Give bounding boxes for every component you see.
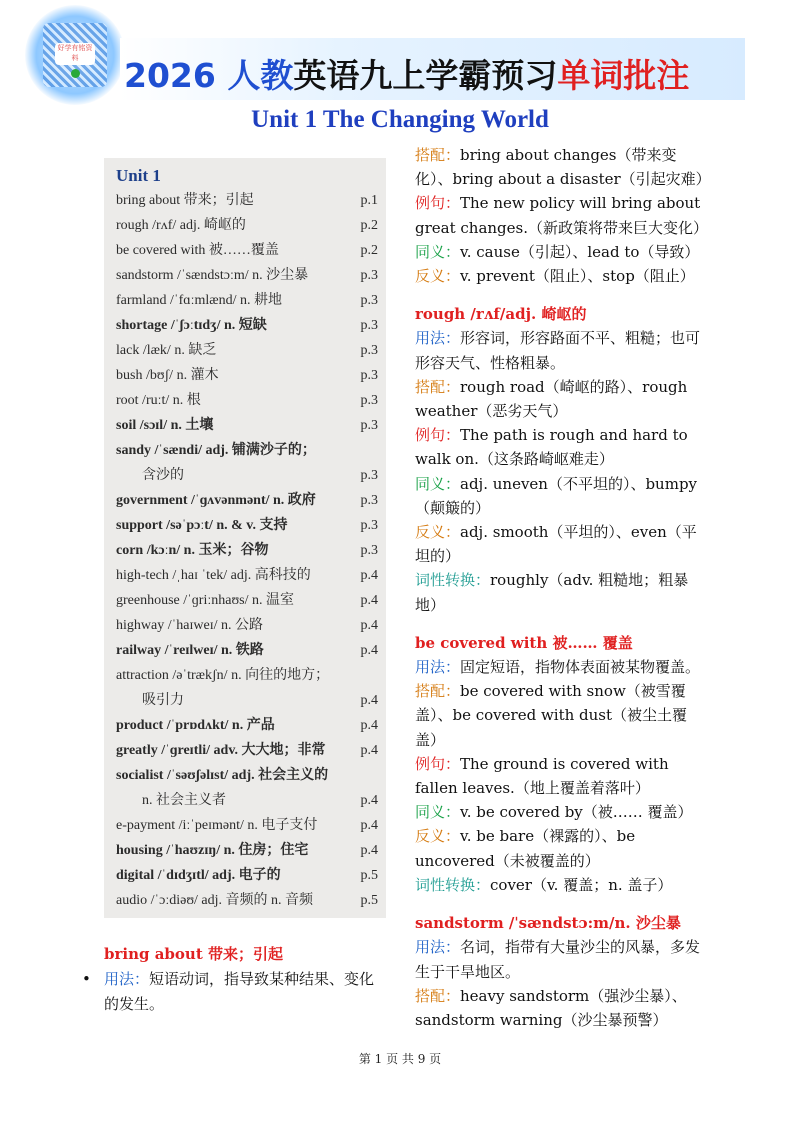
entry-text: heavy sandstorm（强沙尘暴）、sandstorm warning（沙尘暴预警） (415, 986, 687, 1029)
vocab-page: p.3 (360, 293, 378, 308)
vocab-row (116, 888, 378, 913)
vocab-word (116, 438, 344, 488)
vocab-page: p.4 (360, 743, 378, 758)
vocab-word-continuation: 含沙的 (142, 468, 184, 483)
entry-line (415, 935, 705, 983)
vocab-page: p.3 (360, 318, 378, 333)
entry-label: 同义： (415, 242, 461, 261)
vocab-word-text: attraction /əˈtrækʃn/ n. 向往的地方； (116, 668, 330, 683)
entry-line (415, 375, 705, 423)
vocab-word (116, 713, 344, 738)
entry-line (415, 984, 705, 1032)
vocab-word (116, 313, 344, 338)
vocab-page: p.4 (360, 843, 378, 858)
entry-label: 例句： (415, 194, 461, 213)
vocab-page: p.4 (360, 818, 378, 833)
entry-line (415, 240, 705, 264)
right-column (415, 143, 711, 1032)
wechat-icon (71, 69, 80, 78)
entry-title: rough /rʌf/adj. 崎岖的 (415, 305, 587, 324)
vocab-word (116, 338, 344, 363)
entry-label: 用法： (415, 658, 461, 677)
vocab-page: p.3 (360, 418, 378, 433)
vocab-row (116, 588, 378, 613)
vocab-page: p.3 (360, 518, 378, 533)
vocab-page: p.3 (360, 543, 378, 558)
vocab-row (116, 288, 378, 313)
vocab-row (116, 638, 378, 663)
title-part3: 单词批注 (557, 56, 690, 95)
entry-gap (415, 617, 705, 631)
vocab-row (116, 388, 378, 413)
entry-label: 搭配： (415, 146, 461, 164)
vocab-page: p.4 (360, 593, 378, 608)
vocab-row (116, 563, 378, 588)
vocab-word (116, 388, 344, 413)
usage-label: 用法： (104, 970, 150, 988)
vocab-word (116, 238, 344, 263)
entry-line (415, 472, 705, 520)
vocab-word (116, 763, 344, 813)
vocab-page: p.4 (360, 693, 378, 708)
entry-text: v. prevent（阻止）、stop（阻止） (460, 267, 695, 286)
left-entry (104, 942, 389, 1017)
vocab-word-text: root /ruːt/ n. 根 (116, 393, 201, 408)
vocab-row (116, 738, 378, 763)
entry-label: 搭配： (415, 377, 461, 396)
entry-text: v. be covered by（被…… 覆盖） (460, 803, 693, 822)
entry-line (415, 264, 705, 288)
vocab-word (116, 663, 344, 713)
entry-line (415, 824, 705, 872)
qr-code-logo (25, 5, 125, 105)
vocab-word-text: be covered with 被……覆盖 (116, 243, 279, 258)
vocab-word-text: rough /rʌf/ adj. 崎岖的 (116, 218, 246, 233)
vocab-word (116, 588, 344, 613)
vocab-row (116, 763, 378, 813)
entry-text: v. be bare（裸露的）、be uncovered（未被覆盖的） (415, 827, 636, 870)
vocab-list (104, 158, 386, 918)
vocab-word-text: soil /sɔɪl/ n. 土壤 (116, 418, 214, 433)
entry-label: 同义： (415, 803, 461, 822)
entry-gap (415, 288, 705, 302)
vocab-row (116, 838, 378, 863)
vocab-word (116, 613, 344, 638)
entry-text: The ground is covered with fallen leaves.（地上覆盖着落叶） (415, 754, 669, 798)
vocab-word-text: bring about 带来；引起 (116, 193, 254, 208)
page-title (124, 50, 689, 97)
vocab-word-text: e-payment /iːˈpeɪmənt/ n. 电子支付 (116, 818, 318, 833)
vocab-word-text: greenhouse /ˈɡriːnhaʊs/ n. 温室 (116, 593, 294, 608)
vocab-word (116, 638, 344, 663)
vocab-word (116, 813, 344, 838)
entry-label: 搭配： (415, 986, 461, 1005)
entry-label: 例句： (415, 426, 461, 445)
vocab-word (116, 563, 344, 588)
vocab-word-text: farmland /ˈfɑːmlænd/ n. 耕地 (116, 293, 282, 308)
vocab-word-text: railway /ˈreɪlweɪ/ n. 铁路 (116, 643, 264, 658)
vocab-row (116, 663, 378, 713)
vocab-word (116, 363, 344, 388)
unit-title: Unit 1 The Changing World (251, 106, 549, 133)
vocab-word-text: government /ˈɡʌvənmənt/ n. 政府 (116, 493, 316, 508)
vocab-row (116, 538, 378, 563)
vocab-row (116, 488, 378, 513)
entry-label: 用法： (415, 329, 461, 348)
vocab-word-text: housing /ˈhaʊzɪŋ/ n. 住房；住宅 (116, 843, 309, 858)
vocab-word (116, 288, 344, 313)
entry-gap (415, 897, 705, 911)
vocab-row (116, 613, 378, 638)
vocab-page: p.1 (360, 193, 378, 208)
vocab-row (116, 863, 378, 888)
entry-line (415, 191, 708, 239)
title-part1: 人教 (227, 56, 294, 95)
entry-line (415, 873, 705, 897)
entry-label: 反义： (415, 827, 461, 846)
usage-text: 短语动词，指导致某种结果、变化的发生。 (104, 970, 375, 1013)
vocab-word-text: greatly /ˈɡreɪtli/ adv. 大大地；非常 (116, 743, 326, 758)
vocab-word-text: highway /ˈhaɪweɪ/ n. 公路 (116, 618, 263, 633)
vocab-row (116, 263, 378, 288)
vocab-page: p.4 (360, 718, 378, 733)
vocab-row (116, 363, 378, 388)
vocab-page: p.3 (360, 268, 378, 283)
vocab-word (116, 863, 344, 888)
vocab-page: p.3 (360, 493, 378, 508)
vocab-page: p.4 (360, 793, 378, 808)
title-year: 2026 (124, 56, 216, 95)
entry-label: 用法： (415, 938, 461, 957)
title-part2: 英语九上学霸预习 (293, 56, 558, 95)
vocab-page: p.3 (360, 468, 378, 483)
vocab-word (116, 413, 344, 438)
entry-text: cover（v. 覆盖；n. 盖子） (490, 875, 673, 894)
vocab-row (116, 313, 378, 338)
vocab-word-text: sandy /ˈsændi/ adj. 铺满沙子的； (116, 443, 316, 458)
vocab-word-text: high-tech /ˌhaɪ ˈtek/ adj. 高科技的 (116, 568, 311, 583)
vocab-word (116, 738, 344, 763)
vocab-word-text: corn /kɔːn/ n. 玉米；谷物 (116, 543, 269, 558)
vocab-row (116, 813, 378, 838)
vocab-heading: Unit 1 (116, 166, 161, 185)
entry-text: 形容词，形容路面不平、粗糙；也可形容天气、性格粗暴。 (415, 329, 701, 372)
entry-text: roughly（adv. 粗糙地；粗暴地） (415, 571, 689, 614)
vocab-row (116, 213, 378, 238)
vocab-row (116, 513, 378, 538)
entry-text: v. cause（引起）、lead to（导致） (460, 242, 700, 261)
vocab-page: p.3 (360, 368, 378, 383)
vocab-word (116, 263, 344, 288)
entry-label: 词性转换： (415, 875, 491, 894)
vocab-row (116, 713, 378, 738)
entry-title: sandstorm /ˈsændstɔ:m/n. 沙尘暴 (415, 914, 681, 933)
vocab-word-text: shortage /ˈʃɔːtɪdʒ/ n. 短缺 (116, 318, 267, 333)
vocab-page: p.4 (360, 618, 378, 633)
vocab-word (116, 213, 344, 238)
entry-text: The path is rough and hard to walk on.（这条路崎岖难走） (415, 426, 688, 469)
vocab-page: p.3 (360, 393, 378, 408)
entry-text: adj. smooth（平坦的）、even（平坦的） (415, 523, 697, 566)
vocab-word-text: socialist /ˈsəʊʃəlɪst/ adj. 社会主义的 (116, 768, 329, 783)
vocab-page: p.5 (360, 868, 378, 883)
vocab-page: p.3 (360, 343, 378, 358)
entry-line (415, 143, 711, 191)
entry-line (415, 752, 705, 800)
vocab-word-text: lack /læk/ n. 缺乏 (116, 343, 217, 358)
entry-text: The new policy will bring about great changes.（新政策将带来巨大变化） (415, 194, 708, 237)
vocab-row (116, 238, 378, 263)
entry-line (415, 679, 705, 752)
entry-label: 反义： (415, 267, 461, 286)
vocab-word (116, 188, 344, 213)
vocab-page: p.4 (360, 643, 378, 658)
list-item (104, 967, 389, 1017)
vocab-row (116, 338, 378, 363)
vocab-word-continuation: 吸引力 (142, 693, 184, 708)
entry-text: adj. uneven（不平坦的）、bumpy（颠簸的） (415, 474, 698, 517)
vocab-word-text: bush /bʊʃ/ n. 灌木 (116, 368, 219, 383)
vocab-page: p.2 (360, 243, 378, 258)
page-footer: 第 1 页 共 9 页 (358, 1052, 442, 1066)
entry-label: 搭配： (415, 682, 461, 701)
entry-text: be covered with snow（被雪覆盖）、be covered with dust（被尘土覆盖） (415, 682, 688, 749)
entry-text: bring about changes（带来变化）、bring about a disaster（引起灾难） (415, 146, 711, 189)
entry-line (415, 655, 705, 679)
vocab-word (116, 488, 344, 513)
entry-line (415, 520, 705, 568)
vocab-word-text: digital /ˈdɪdʒɪtl/ adj. 电子的 (116, 868, 281, 883)
entry-label: 同义： (415, 474, 461, 493)
entry-line (415, 568, 705, 616)
entry-line (415, 326, 705, 374)
vocab-word-text: sandstorm /ˈsændstɔːm/ n. 沙尘暴 (116, 268, 309, 283)
entry-line (415, 800, 705, 824)
entry-text: rough road（崎岖的路）、rough weather（恶劣天气） (415, 377, 688, 421)
entry-label: 词性转换： (415, 571, 491, 590)
vocab-word (116, 888, 344, 913)
entry-title: be covered with 被…… 覆盖 (415, 633, 633, 652)
vocab-row (116, 413, 378, 438)
entry-label: 例句： (415, 754, 461, 773)
entry-title: bring about 带来；引起 (104, 945, 283, 963)
vocab-word-continuation: n. 社会主义者 (142, 793, 226, 808)
qr-label: 好学有铭资料 (55, 43, 95, 65)
entry-label: 反义： (415, 523, 461, 542)
vocab-page: p.2 (360, 218, 378, 233)
vocab-row (116, 438, 378, 488)
vocab-row (116, 188, 378, 213)
vocab-word (116, 838, 344, 863)
vocab-word (116, 513, 344, 538)
vocab-word-text: product /ˈprɒdʌkt/ n. 产品 (116, 718, 275, 733)
vocab-page: p.5 (360, 893, 378, 908)
vocab-word-text: audio /ˈɔːdiəʊ/ adj. 音频的 n. 音频 (116, 893, 314, 908)
vocab-word (116, 538, 344, 563)
entry-line (415, 423, 705, 471)
entry-text: 固定短语，指物体表面被某物覆盖。 (460, 658, 701, 677)
entry-text: 名词，指带有大量沙尘的风暴，多发生于干旱地区。 (415, 938, 701, 981)
vocab-word-text: support /səˈpɔːt/ n. & v. 支持 (116, 518, 288, 533)
vocab-page: p.4 (360, 568, 378, 583)
